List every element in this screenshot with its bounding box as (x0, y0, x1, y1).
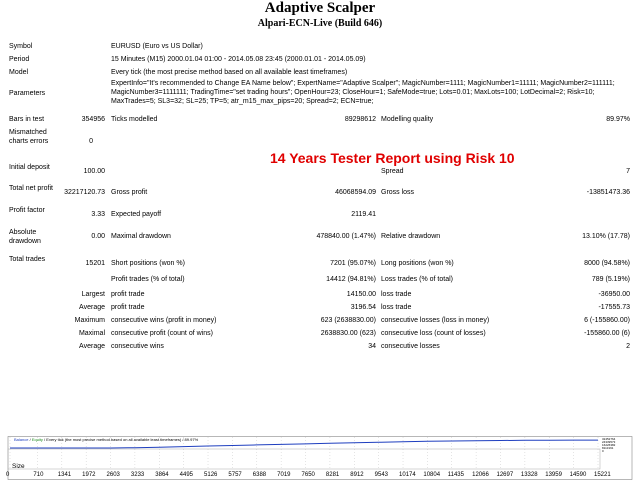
model-label: Model (9, 69, 29, 76)
chart-legend (14, 437, 198, 442)
report-subtitle: Alpari-ECN-Live (Build 646) (257, 18, 383, 29)
report-banner: 14 Years Tester Report using Risk 10 (270, 150, 515, 166)
legend-sep: / (28, 437, 32, 442)
deposit-label: Initial deposit (9, 164, 50, 171)
grossloss-value: -13851473.36 (586, 189, 630, 196)
avg-losses-value: 2 (626, 343, 630, 350)
max-wins-label: consecutive wins (profit in money) (111, 317, 217, 324)
legend-equity: Equity (31, 437, 43, 442)
x-tick-label: 10174 (399, 472, 416, 478)
x-tick-label: 6388 (252, 472, 267, 478)
balance-chart (0, 436, 640, 480)
average-profit-label: profit trade (111, 304, 145, 311)
mismatch-label: Mismatched charts errors (9, 129, 49, 145)
symbol-label: Symbol (9, 43, 33, 50)
model-value: Every tick (the most precise method based on all available least timeframes) (111, 69, 348, 76)
grossloss-label: Gross loss (381, 189, 415, 196)
x-tick-label: 7019 (277, 472, 291, 478)
short-label: Short positions (won %) (111, 260, 185, 267)
largest-label: Largest (81, 291, 105, 298)
average-label: Average (79, 304, 105, 311)
losstrades-label: Loss trades (% of total) (381, 276, 453, 283)
max-wins-value: 623 (2638830.00) (320, 317, 376, 324)
x-tick-label: 11435 (447, 472, 464, 478)
deposit-value: 100.00 (83, 168, 105, 175)
grossprofit-label: Gross profit (111, 189, 148, 196)
x-tick-label: 15221 (594, 472, 611, 478)
bars-label: Bars in test (9, 116, 45, 123)
avg-losses-label: consecutive losses (381, 343, 440, 350)
long-value: 8000 (94.58%) (584, 260, 630, 267)
x-tick-label: 1341 (57, 472, 72, 478)
spread-label: Spread (381, 168, 404, 175)
maximal-profit-value: 2638830.00 (623) (320, 330, 376, 337)
period-label: Period (9, 56, 30, 63)
profittrades-value: 14412 (94.81%) (326, 276, 376, 283)
average-loss-value: -17555.73 (598, 304, 630, 311)
absdd-value: 0.00 (91, 233, 105, 240)
ticks-label: Ticks modelled (111, 116, 158, 123)
average-profit-value: 3196.54 (350, 304, 376, 311)
x-tick-label: 10804 (423, 472, 441, 478)
parameters-value: ExpertInfo="It's recommended to Change EA Name below"; ExpertName="Adaptive Scalper"; MagicNumber=1111; MagicNumber1=11111; MagicNumber2=111111; MagicNumber3=1111111; TradingTime="set trading hours"; OpenHour=23; CloseHour=1; SafeMode=true; Lots=0.01; MaxLots=100; LotDecimal=2; Risk=10; MaxTrades=5; SL3=32; SL=25; TP=5; atr_m15_max_pips=20; Spread=2; ECN=true; (111, 80, 615, 105)
x-tick-label: 710 (33, 472, 44, 478)
report-title: Adaptive Scalper (264, 0, 376, 16)
legend-rest: / Every tick (the most precise method based on all available least timeframes) / 89.97% (42, 437, 199, 442)
symbol-value: EURUSD (Euro vs US Dollar) (111, 43, 203, 50)
maximal-loss-label: consecutive loss (count of losses) (381, 330, 486, 337)
x-tick-label: 14590 (569, 472, 587, 478)
max-losses-value: 6 (-155860.00) (584, 317, 630, 324)
mismatch-value: 0 (89, 138, 93, 145)
x-tick-label: 13328 (520, 472, 538, 478)
spread-value: 7 (626, 168, 630, 175)
largest-profit-label: profit trade (111, 291, 145, 298)
trades-label: Total trades (9, 256, 46, 263)
x-tick-label: 12066 (472, 472, 489, 478)
payoff-label: Expected payoff (111, 211, 162, 218)
maximal-loss-value: -155860.00 (6) (584, 330, 630, 337)
avg-wins-value: 34 (368, 343, 376, 350)
size-panel (8, 449, 600, 469)
short-value: 7201 (95.07%) (330, 260, 376, 267)
x-tick-label: 0 (6, 472, 10, 478)
maximal-label: Maximal (78, 330, 105, 337)
x-tick-label: 8281 (325, 472, 340, 478)
payoff-value: 2119.41 (351, 211, 376, 218)
x-tick-label: 13959 (545, 472, 562, 478)
x-tick-label: 8912 (350, 472, 364, 478)
maxdd-label: Maximal drawdown (111, 233, 171, 240)
absdd-label: Absolute drawdown (9, 229, 41, 245)
ticks-value: 89298612 (344, 116, 376, 123)
y-tick-label: 32452764 (602, 437, 616, 441)
average-loss-label: loss trade (381, 304, 412, 311)
x-tick-label: 5757 (228, 472, 242, 478)
legend-balance: Balance (14, 437, 29, 442)
netprofit-value: 32217120.73 (64, 189, 105, 196)
avg-wins-label: consecutive wins (111, 343, 164, 350)
quality-value: 89.97% (606, 116, 630, 123)
x-tick-label: 12697 (496, 472, 514, 478)
x-tick-label: 3233 (130, 472, 145, 478)
y-tick-label: 16226382 (602, 443, 616, 447)
pf-label: Profit factor (9, 207, 45, 214)
maximum-label: Maximum (74, 317, 105, 324)
period-value: 15 Minutes (M15) 2000.01.04 01:00 - 2014.05.08 23:45 (2000.01.01 - 2014.05.09) (111, 56, 366, 63)
largest-loss-value: -36950.00 (598, 291, 630, 298)
largest-profit-value: 14150.00 (346, 291, 376, 298)
maximal-profit-label: consecutive profit (count of wins) (111, 330, 213, 337)
bars-value: 354956 (81, 116, 105, 123)
x-tick-label: 3864 (155, 472, 169, 478)
netprofit-label: Total net profit (9, 185, 53, 192)
profittrades-label: Profit trades (% of total) (111, 276, 185, 283)
maxdd-value: 478840.00 (1.47%) (316, 233, 376, 240)
pf-value: 3.33 (91, 211, 105, 218)
parameters-label: Parameters (9, 90, 46, 97)
grossprofit-value: 46068594.09 (335, 189, 376, 196)
x-tick-label: 7650 (301, 472, 315, 478)
x-tick-label: 2603 (106, 472, 120, 478)
size-label: Size (12, 463, 25, 470)
long-label: Long positions (won %) (381, 260, 454, 267)
chart-frame (8, 437, 632, 480)
y-tick-label: 8113191 (602, 446, 614, 450)
y-tick-label: 24339573 (602, 440, 616, 444)
quality-label: Modelling quality (381, 116, 434, 123)
max-losses-label: consecutive losses (loss in money) (381, 317, 490, 324)
x-tick-label: 9543 (374, 472, 388, 478)
trades-value: 15201 (85, 260, 105, 267)
x-tick-label: 5126 (204, 472, 218, 478)
losstrades-value: 789 (5.19%) (591, 276, 630, 283)
largest-loss-label: loss trade (381, 291, 412, 298)
reldd-value: 13.10% (17.78) (582, 233, 630, 240)
average2-label: Average (79, 343, 105, 350)
y-tick-label: 0 (602, 449, 604, 453)
x-tick-label: 4495 (179, 472, 193, 478)
x-tick-label: 1972 (82, 472, 96, 478)
reldd-label: Relative drawdown (381, 233, 441, 240)
